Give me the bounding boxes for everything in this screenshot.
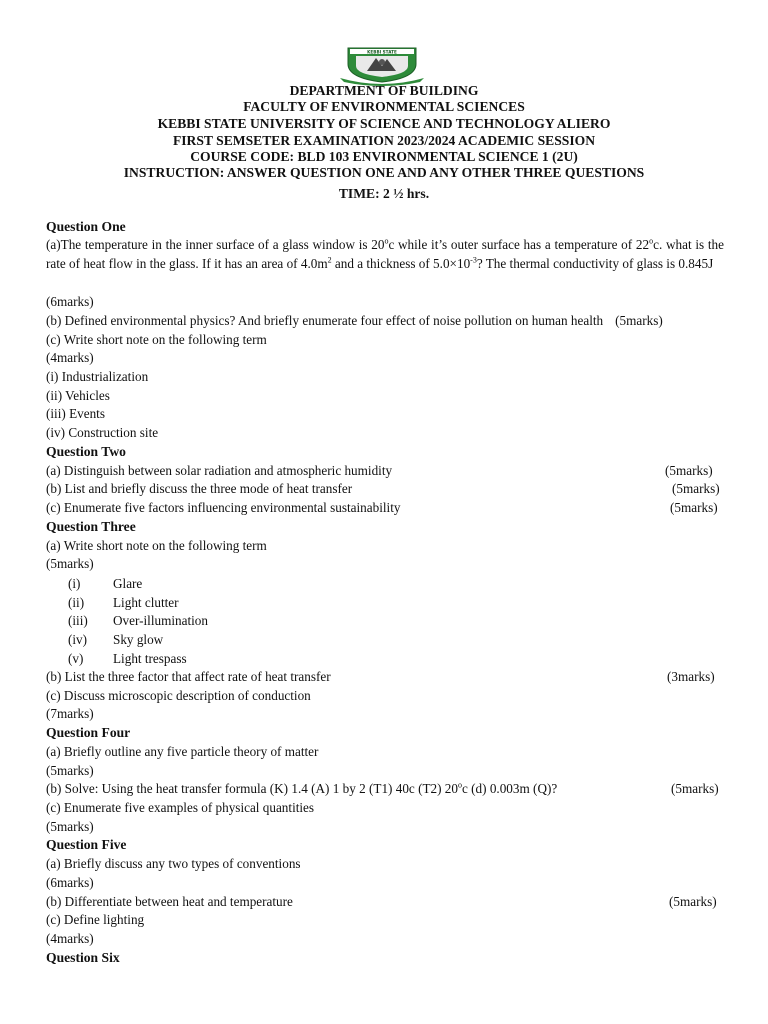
question-five-b: (b) Differentiate between heat and temperature: [46, 894, 293, 909]
question-four-a: (a) Briefly outline any five particle theory of matter: [46, 744, 319, 759]
question-three-item-num: (i): [68, 576, 81, 591]
question-five-a: (a) Briefly discuss any two types of conventions: [46, 856, 301, 871]
question-five-title: Question Five: [46, 837, 127, 852]
question-one-item-4: (iv) Construction site: [46, 425, 159, 440]
question-two-a: (a) Distinguish between solar radiation and atmospheric humidity: [46, 463, 393, 478]
instruction-heading: INSTRUCTION: ANSWER QUESTION ONE AND ANY OTHER THREE QUESTIONS: [123, 165, 645, 180]
question-five-b-marks: (5marks): [669, 894, 717, 909]
question-four-b-marks: (5marks): [671, 781, 719, 796]
question-two-title: Question Two: [46, 444, 126, 459]
question-three-c-marks: (7marks): [46, 706, 94, 721]
question-three-a-marks: (5marks): [46, 556, 94, 571]
question-two-c: (c) Enumerate five factors influencing environmental sustainability: [46, 500, 401, 515]
university-logo: [334, 44, 430, 86]
question-one-title: Question One: [46, 219, 126, 234]
question-five-a-marks: (6marks): [46, 875, 94, 890]
department-heading: DEPARTMENT OF BUILDING: [289, 83, 479, 98]
question-three-item-num: (ii): [68, 595, 85, 610]
question-four-c: (c) Enumerate five examples of physical quantities: [46, 800, 315, 815]
question-five-c: (c) Define lighting: [46, 912, 145, 927]
question-four-a-marks: (5marks): [46, 763, 94, 778]
question-two-b: (b) List and briefly discuss the three mode of heat transfer: [46, 481, 353, 496]
question-three-c: (c) Discuss microscopic description of conduction: [46, 688, 311, 703]
faculty-heading: FACULTY OF ENVIRONMENTAL SCIENCES: [243, 99, 525, 114]
question-one-item-3: (iii) Events: [46, 406, 105, 421]
question-three-item-text: Glare: [113, 576, 143, 591]
question-three-b-marks: (3marks): [667, 669, 715, 684]
question-five-c-marks: (4marks): [46, 931, 94, 946]
question-one-c-marks: (4marks): [46, 350, 94, 365]
question-three-item-text: Light clutter: [113, 595, 179, 610]
question-three-item-text: Sky glow: [113, 632, 164, 647]
question-one-c: (c) Write short note on the following term: [46, 332, 267, 347]
question-two-c-marks: (5marks): [670, 500, 718, 515]
question-three-item-num: (v): [68, 651, 84, 666]
question-three-b: (b) List the three factor that affect rate of heat transfer: [46, 669, 331, 684]
question-three-item-text: Light trespass: [113, 651, 187, 666]
question-one-a-marks: (6marks): [46, 294, 94, 309]
question-three-item-text: Over-illumination: [113, 613, 208, 628]
university-heading: KEBBI STATE UNIVERSITY OF SCIENCE AND TECHNOLOGY ALIERO: [157, 116, 611, 131]
question-two-b-marks: (5marks): [672, 481, 720, 496]
question-one-item-1: (i) Industrialization: [46, 369, 149, 384]
exam-heading: FIRST SEMSETER EXAMINATION 2023/2024 ACADEMIC SESSION: [172, 133, 596, 148]
question-four-b: (b) Solve: Using the heat transfer formula (K) 1.4 (A) 1 by 2 (T1) 40c (T2) 20$^o$c (d) 0.003m (Q)?: [46, 780, 558, 796]
question-six-title: Question Six: [46, 950, 120, 965]
course-heading: COURSE CODE: BLD 103 ENVIRONMENTAL SCIENCE 1 (2U): [190, 149, 578, 164]
question-four-c-marks: (5marks): [46, 819, 94, 834]
question-one-item-2: (ii) Vehicles: [46, 388, 110, 403]
time-heading: TIME: 2 ½ hrs.: [338, 186, 430, 201]
question-one-a: (a)The temperature in the inner surface of a glass window is 20$^o$c while it’s outer surface has a temperature of 22$^o$c. what is the rate of heat flow in the glass. If it has an area of $4.0m^2$ and a thickness of $5.0\times 10^{-3}$? The thermal conductivity of glass is 0.845J: [46, 236, 724, 271]
question-two-a-marks: (5marks): [665, 463, 713, 478]
question-three-title: Question Three: [46, 519, 136, 534]
question-three-item-num: (iii): [68, 613, 88, 628]
logo-text: KEBBI STATE: [367, 49, 397, 55]
question-one-b: (b) Defined environmental physics? And briefly enumerate four effect of noise pollution on human health (5marks): [46, 313, 663, 328]
question-four-title: Question Four: [46, 725, 131, 740]
question-three-item-num: (iv): [68, 632, 88, 647]
question-three-a: (a) Write short note on the following term: [46, 538, 267, 553]
